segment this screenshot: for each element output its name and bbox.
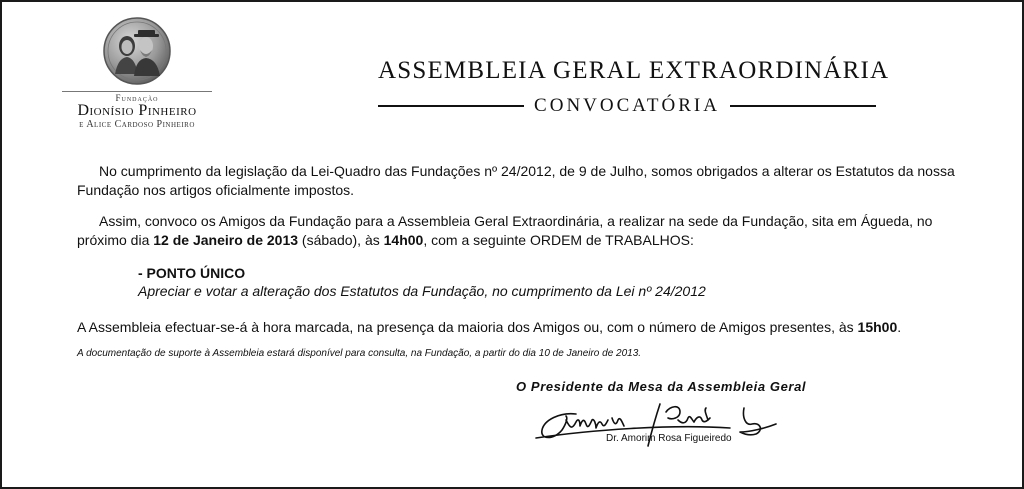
medal-portrait-icon: [102, 16, 172, 86]
agenda-item-heading: - PONTO ÚNICO: [138, 265, 246, 281]
paragraph-quorum: [77, 318, 957, 337]
page-subtitle: CONVOCATÓRIA: [534, 95, 720, 116]
documentation-note: A documentação de suporte à Assembleia estará disponível para consulta, na Fundação, a partir do dia 10 de Janeiro de 2013.: [77, 348, 642, 359]
subtitle-rule-right: [730, 105, 876, 107]
second-call-time: 15h00: [857, 319, 898, 335]
signatory-role: O Presidente da Mesa da Assembleia Geral: [516, 379, 807, 394]
logo-top-line: Fundação: [115, 93, 159, 103]
subtitle-row: [378, 95, 876, 117]
agenda-item: [138, 264, 706, 300]
signatory-name: Dr. Amorim Rosa Figueiredo: [606, 433, 732, 444]
convocation-text-3: , com a seguinte ORDEM de TRABALHOS:: [423, 232, 694, 248]
paragraph-legislation-text: No cumprimento da legislação da Lei-Quadro das Fundações nº 24/2012, de 9 de Julho, somos obrigados a alterar os Estatutos da nossa Fundação nos artigos oficialmente impostos.: [77, 163, 955, 198]
foundation-logo: [54, 16, 220, 131]
agenda-item-description: Apreciar e votar a alteração dos Estatutos da Fundação, no cumprimento da Lei nº 24/2012: [138, 283, 706, 299]
convocation-text-2: (sábado), às: [298, 232, 384, 248]
paragraph-legislation: [77, 162, 957, 200]
page-title: ASSEMBLEIA GERAL EXTRAORDINÁRIA: [378, 57, 890, 84]
handwritten-signature: [530, 390, 790, 454]
logo-divider: [62, 91, 212, 92]
quorum-text-1: A Assembleia efectuar-se-á à hora marcada, na presença da maioria dos Amigos ou, com o número de Amigos presentes, às: [77, 319, 858, 335]
subtitle-rule-left: [378, 105, 524, 107]
paragraph-convocation: [77, 212, 957, 250]
meeting-date: 12 de Janeiro de 2013: [153, 232, 299, 248]
logo-subtitle: e Alice Cardoso Pinheiro: [79, 119, 195, 130]
logo-name: Dionísio Pinheiro: [77, 102, 197, 119]
quorum-text-2: .: [897, 319, 902, 335]
convocation-text-1: Assim, convoco os Amigos da Fundação para a Assembleia Geral Extraordinária, a realizar na sede da Fundação, sita em Águeda, no próximo dia: [77, 213, 933, 248]
meeting-time: 14h00: [383, 232, 424, 248]
